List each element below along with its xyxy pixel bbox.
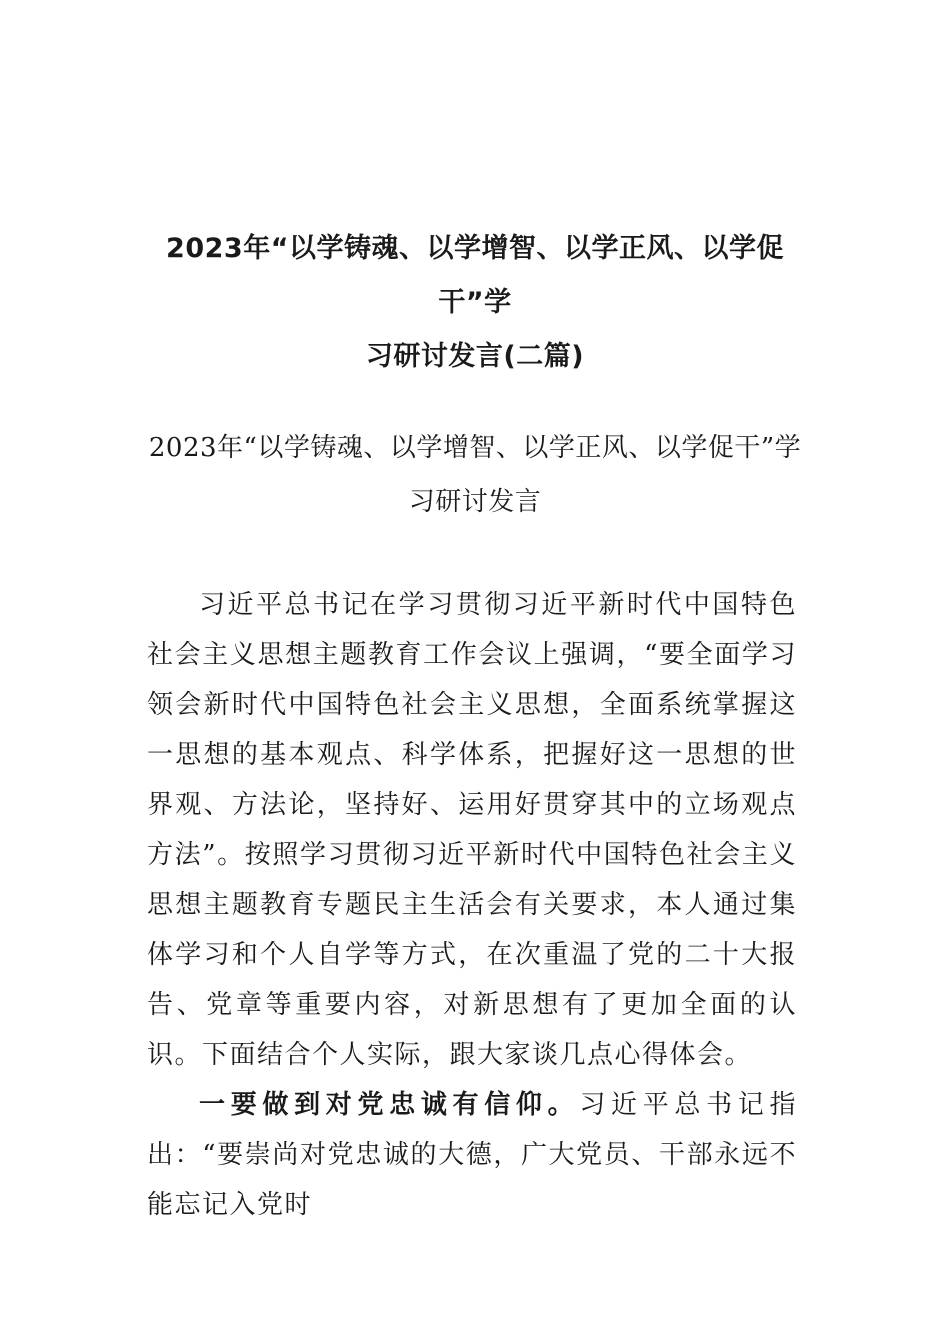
document-title (145, 222, 805, 384)
paragraph-2-text: 习近平总书记指出：“要崇尚对党忠诚的大德，广大党员、干部永远不能忘记入党时 (147, 1090, 797, 1220)
body-paragraph-2 (147, 1080, 797, 1230)
body-paragraph-1: 习近平总书记在学习贯彻习近平新时代中国特色社会主义思想主题教育工作会议上强调，“要全面学习领会新时代中国特色社会主义思想，全面系统掌握这一思想的基本观点、科学体系，把握好这一思想的世界观、方法论，坚持好、运用好贯穿其中的立场观点方法”。按照学习贯彻习近平新时代中国特色社会主义思想主题教育专题民主生活会有关要求，本人通过集体学习和个人自学等方式，在次重温了党的二十大报告、党章等重要内容，对新思想有了更加全面的认识。下面结合个人实际，跟大家谈几点心得体会。 (147, 590, 797, 1070)
section-title-line-2: 习研讨发言 (408, 487, 542, 517)
document-title-line-1: 2023年“以学铸魂、以学增智、以学正风、以学促干”学 (166, 233, 784, 318)
document-body (147, 580, 797, 1230)
document-title-line-2: 习研讨发言(二篇) (365, 341, 585, 372)
paragraph-lead-heading: 一要做到对党忠诚有信仰。 (199, 1090, 580, 1120)
section-title (145, 421, 805, 529)
section-title-line-1: 2023年“以学铸魂、以学增智、以学正风、以学促干”学 (148, 433, 802, 463)
